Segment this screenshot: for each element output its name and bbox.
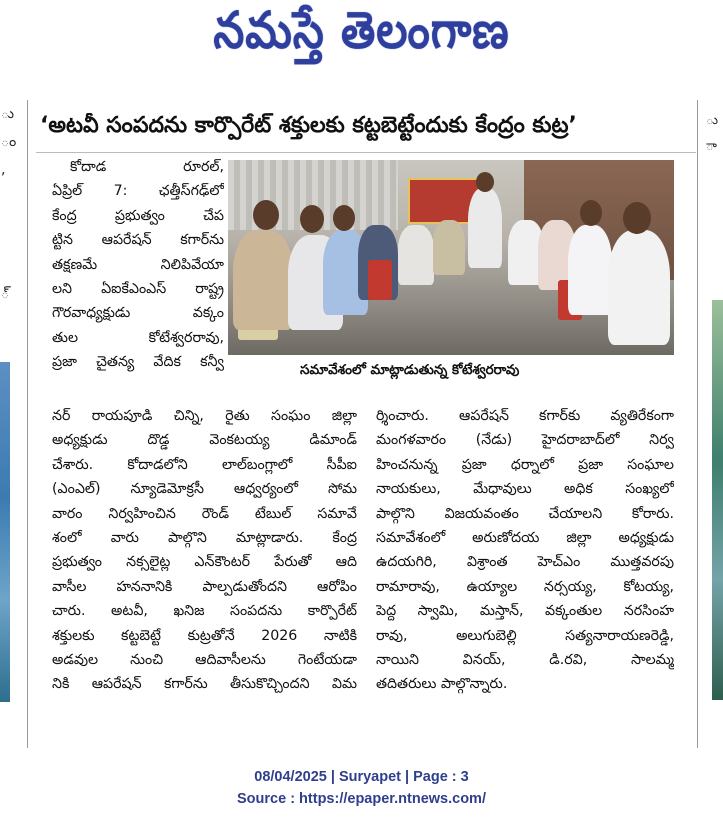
text-line: ఉదయగిరి, విశ్రాంత హెచ్ఎం ముత్తవరపు xyxy=(376,554,674,571)
text-line: చేశారు. కోదాడలోని లాల్‌బంగ్లాలో సీపీఐ xyxy=(52,456,357,473)
column-divider-left xyxy=(27,100,28,748)
text-line: కేంద్ర ప్రభుత్వం చేప xyxy=(52,207,224,224)
text-line: మంగళవారం (నేడు) హైదరాబాద్‌లో నిర్వ xyxy=(376,432,674,449)
text-line: పెద్ద స్వామి, మస్తాన్, వక్కంతుల నరసింహ xyxy=(376,603,674,620)
column-divider-right xyxy=(697,100,698,748)
text-line: శక్తులకు కట్టబెట్టే కుట్రతోనే 2026 నాటికి xyxy=(52,627,357,644)
text-line: ఏప్రిల్ 7: ఛత్తీస్‌గఢ్‌లో xyxy=(52,183,224,200)
text-line: హించనున్న ప్రజా ధర్నాలో ప్రజా సంఘాల xyxy=(376,456,674,473)
headline-rule xyxy=(36,152,696,153)
adjacent-article-right: ు ా xyxy=(698,100,723,750)
text-line: నాయకులు, మేధావులు అధిక సంఖ్యలో xyxy=(376,481,674,498)
text-line: చారు. అటవీ, ఖనిజ సంపదను కార్పొరేట్ xyxy=(52,603,357,620)
text-line: లని ఏఐకేఎంఎస్ రాష్ట్ర xyxy=(52,280,224,297)
adjacent-photo-left xyxy=(0,362,10,702)
text-line: నికి ఆపరేషన్ కగార్‌ను తీసుకొచ్చిందని విమ xyxy=(52,676,357,693)
article-photo xyxy=(228,160,674,355)
newspaper-masthead xyxy=(0,0,723,84)
text-line: ట్టిన ఆపరేషన్ కగార్‌ను xyxy=(52,232,224,249)
text-line: వారం నిర్వహించిన రౌండ్ టేబుల్ సమావే xyxy=(52,505,357,522)
text-line: ప్రభుత్వం నక్సలైట్ల ఎన్‌కౌంటర్ పేరుతో ఆది xyxy=(52,554,357,571)
text-line: నాయిని వినయ్, డి.రవి, సాలమ్మ xyxy=(376,651,674,668)
text-line: అధ్యక్షుడు దొడ్డ వెంకటయ్య డిమాండ్ xyxy=(52,432,357,449)
text-line: కోదాడ రూరల్, xyxy=(70,159,224,175)
footer-source-link[interactable]: Source : https://epaper.ntnews.com/ xyxy=(237,791,486,807)
masthead-title: నమస్తే తెలంగాణ xyxy=(213,1,510,60)
page-footer xyxy=(0,766,723,810)
text-line: అడవుల నుంచి ఆదివాసీలను గెంటేయడా xyxy=(52,651,357,668)
adjacent-article-left: ు ం , ్ xyxy=(0,100,27,750)
text-line: రావు, అలుగుబెల్లి సత్యనారాయణరెడ్డి, xyxy=(376,627,674,644)
text-line: ప్రజా చైతన్య వేదిక కన్వీ xyxy=(52,354,224,371)
text-line: గౌరవాధ్యక్షుడు వక్కం xyxy=(52,305,224,322)
adjacent-photo-right xyxy=(712,300,723,700)
text-line: తుల కోటేశ్వరరావు, xyxy=(52,329,224,346)
text-line: సమావేశంలో అరుణోదయ జిల్లా అధ్యక్షుడు xyxy=(376,529,674,546)
article-column-1 xyxy=(52,155,224,375)
text-line: పాల్గొని విజయవంతం చేయాలని కోరారు. xyxy=(376,505,674,522)
text-line: తదితరులు పాల్గొన్నారు. xyxy=(376,676,508,693)
text-line: వాసీల హననానికి పాల్పడుతోందని ఆరోపిం xyxy=(52,578,357,595)
photo-caption: సమావేశంలో మాట్లాడుతున్న కోటేశ్వరరావు xyxy=(300,362,520,378)
article-column-3 xyxy=(376,404,674,697)
text-line: శంలో వారు పాల్గొని మాట్లాడారు. కేంద్ర xyxy=(52,529,357,546)
article-column-2 xyxy=(52,404,357,697)
text-line: రామారావు, ఉయ్యాల నర్సయ్య, కోటయ్య, xyxy=(376,578,674,595)
text-line: (ఎంఎల్) న్యూడెమోక్రసీ ఆధ్వర్యంలో సోమ xyxy=(52,481,357,498)
text-line: తక్షణమే నిలిపివేయా xyxy=(52,256,224,273)
article-headline: ‘అటవీ సంపదను కార్పొరేట్ శక్తులకు కట్టబెట్టేందుకు కేంద్రం కుట్ర’ xyxy=(40,113,577,138)
text-line: నర్ రాయపూడి చిన్ని, రైతు సంఘం జిల్లా xyxy=(52,408,357,424)
text-line: ర్శించారు. ఆపరేషన్ కగార్‌కు వ్యతిరేకంగా xyxy=(376,408,674,424)
footer-date-edition: 08/04/2025 | Suryapet | Page : 3 xyxy=(254,769,469,785)
